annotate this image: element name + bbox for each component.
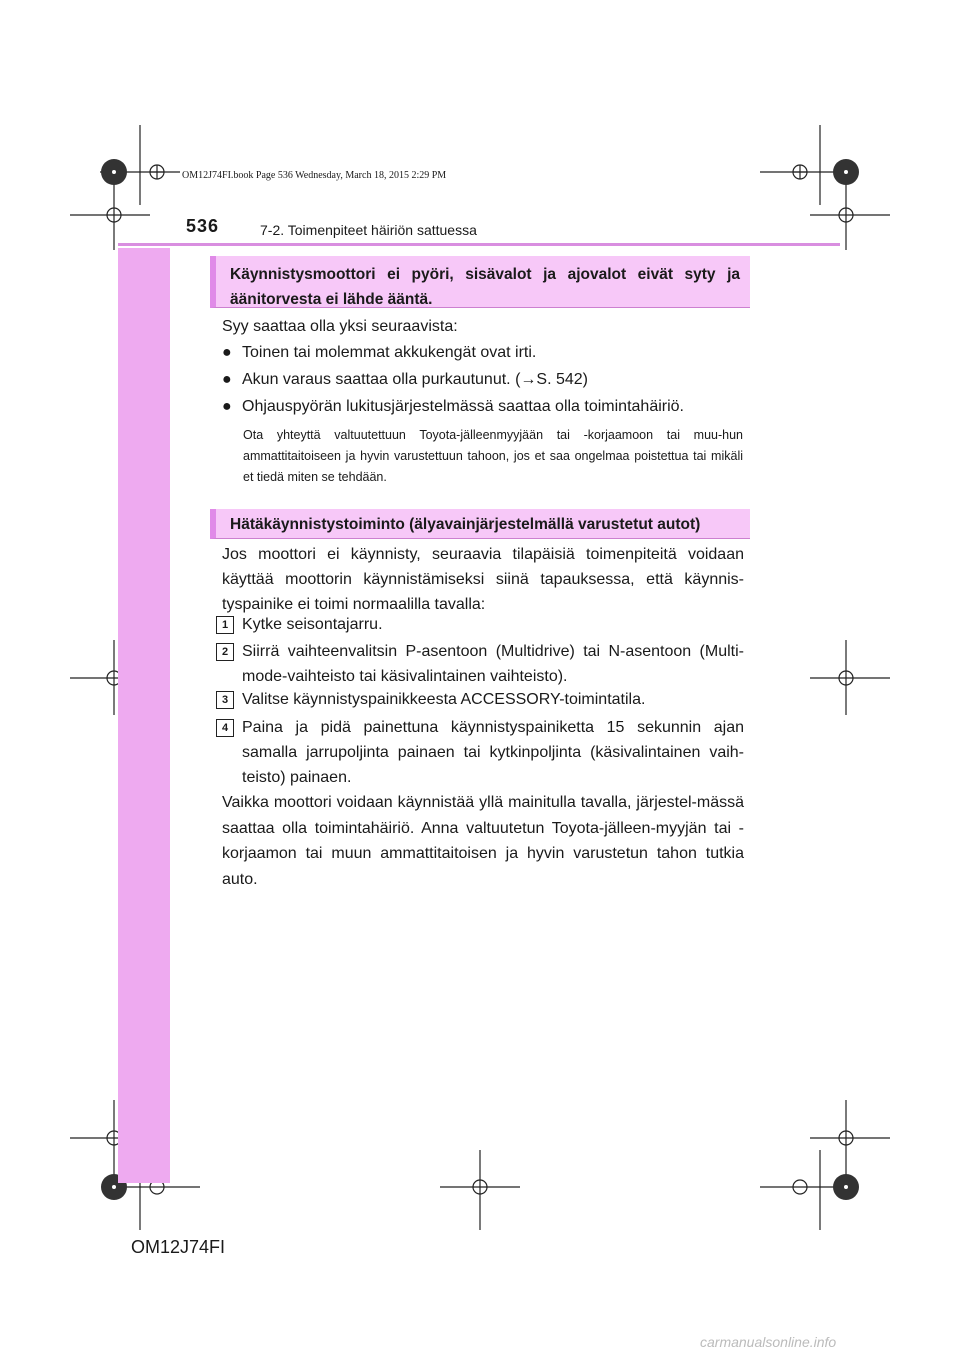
- step-item: [216, 687, 744, 712]
- footer-code: OM12J74FI: [131, 1237, 226, 1257]
- step-number: 1: [216, 616, 234, 634]
- watermark-link[interactable]: carmanualsonline.info: [700, 1334, 837, 1350]
- step-number: 3: [216, 691, 234, 709]
- step-text: Kytke seisontajarru.: [242, 616, 383, 633]
- bullet-icon: ●: [222, 371, 232, 388]
- page-sidebar-band: [118, 248, 170, 1183]
- bullet-text: Ohjauspyörän lukitusjärjestelmässä saattaa olla toimintahäiriö.: [242, 398, 684, 415]
- list-item: [222, 368, 744, 392]
- list-item: [222, 341, 744, 365]
- page-number: 536: [186, 216, 220, 236]
- section2-closing: Vaikka moottori voidaan käynnistää yllä mainitulla tavalla, järjestel-mässä saattaa olla toimintahäiriö. Anna valtuutetun Toyota-jälleen-myyjän tai -korjaamon tai muun ammattitaitoisen ja hyvin varustetun tahon tutkia auto.: [222, 794, 744, 888]
- section1-intro: Syy saattaa olla yksi seuraavista:: [222, 318, 458, 335]
- step-number: 4: [216, 719, 234, 737]
- step-text: Valitse käynnistyspainikkeesta ACCESSORY-toimintatila.: [242, 691, 646, 708]
- book-info: OM12J74FI.book Page 536 Wednesday, March 18, 2015 2:29 PM: [182, 170, 447, 181]
- bullet-text: Akun varaus saattaa olla purkautunut. (→S. 542): [242, 371, 588, 388]
- list-item: [222, 395, 744, 419]
- section1-note: Ota yhteyttä valtuutettuun Toyota-jälleenmyyjään tai -korjaamoon tai muu-hun ammattitaitoiseen ja hyvin varustettuun tahoon, jos et saa ongelmaa poistettua tai mikäli et tiedä miten se tehdään.: [243, 428, 743, 484]
- header-rule: [118, 243, 840, 246]
- step-text: Paina ja pidä painettuna käynnistyspainiketta 15 sekunnin ajan samalla jarrupoljinta painaen tai kytkinpoljinta (käsivalintainen vaih-teisto) painaen.: [242, 719, 744, 786]
- bullet-text: Toinen tai molemmat akkukengät ovat irti.: [242, 344, 537, 361]
- section2-intro: Jos moottori ei käynnisty, seuraavia tilapäisiä toimenpiteitä voidaan käyttää moottorin käynnistämiseksi siinä tapauksessa, että käynnis-tyspainike ei toimi normaalilla tavalla:: [222, 546, 744, 613]
- section-title: 7-2. Toimenpiteet häiriön sattuessa: [260, 222, 477, 238]
- step-item: [216, 715, 744, 790]
- bullet-icon: ●: [222, 344, 232, 361]
- section2-heading: Hätäkäynnistystoiminto (älyavainjärjestelmällä varustetut autot): [210, 509, 750, 539]
- step-number: 2: [216, 643, 234, 661]
- step-item: [216, 639, 744, 689]
- bullet-icon: ●: [222, 398, 232, 415]
- step-item: [216, 612, 744, 637]
- section1-heading: Käynnistysmoottori ei pyöri, sisävalot ja ajovalot eivät syty ja äänitorvesta ei lähde ääntä.: [210, 256, 750, 308]
- step-text: Siirrä vaihteenvalitsin P-asentoon (Multidrive) tai N-asentoon (Multi-mode-vaihteisto tai käsivalintainen vaihteisto).: [242, 643, 744, 685]
